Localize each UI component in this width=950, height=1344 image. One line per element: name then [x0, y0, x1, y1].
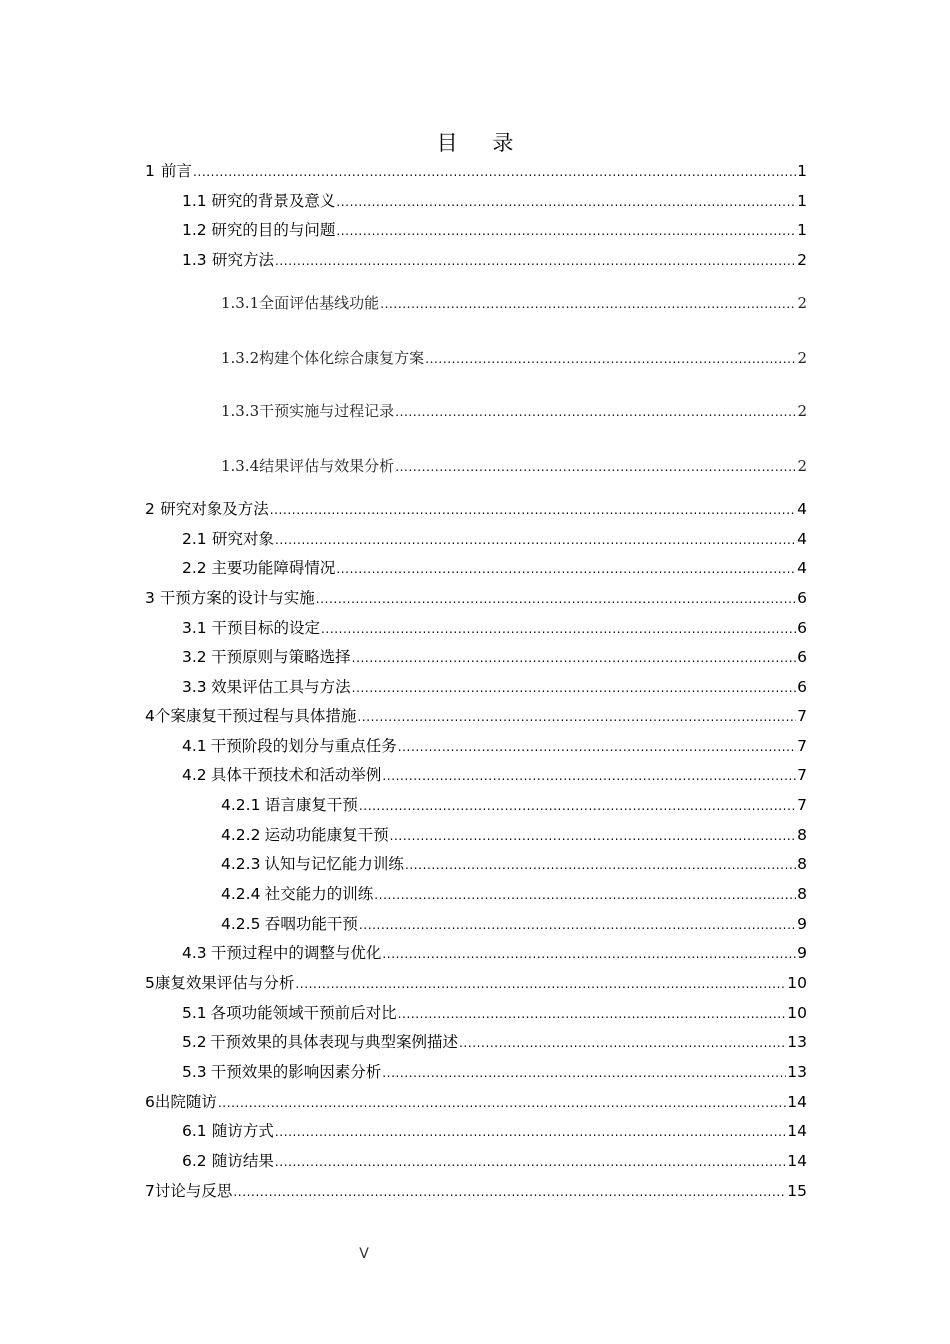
- toc-title: 目 录: [436, 131, 528, 155]
- toc-entry[interactable]: [182, 190, 807, 212]
- toc-entry-label: 构建个体化综合康复方案: [259, 349, 425, 367]
- toc-entry-label: 研究对象: [211, 530, 274, 548]
- toc-entry[interactable]: [182, 1120, 807, 1142]
- toc-entry-label: 干预效果的影响因素分析: [210, 1063, 382, 1081]
- toc-entry-number: 4.1: [182, 737, 207, 755]
- toc-entry-label: 干预原则与策略选择: [211, 648, 351, 666]
- toc-entry-page: 13: [787, 1033, 807, 1051]
- toc-entry-page: 2: [797, 457, 807, 475]
- toc-entry-page: 2: [797, 251, 807, 269]
- toc-leader-dots: [275, 1151, 786, 1173]
- toc-entry-page: 14: [787, 1093, 807, 1111]
- toc-entry-number: 6.1: [182, 1122, 207, 1140]
- toc-entry[interactable]: [145, 972, 807, 994]
- toc-entry[interactable]: [182, 1031, 807, 1053]
- toc-leader-dots: [336, 558, 796, 580]
- toc-entry[interactable]: [221, 913, 807, 935]
- toc-entry-number: 5.3: [182, 1063, 207, 1081]
- toc-entry-page: 1: [797, 162, 807, 180]
- toc-entry-label: 效果评估工具与方法: [211, 678, 351, 696]
- toc-leader-dots: [459, 1032, 786, 1054]
- toc-entry[interactable]: [145, 1180, 807, 1202]
- toc-entry-label: 吞咽功能干预: [264, 915, 358, 933]
- toc-entry[interactable]: [182, 764, 807, 786]
- toc-entry-page: 7: [797, 766, 807, 784]
- toc-entry-page: 6: [797, 678, 807, 696]
- toc-entry[interactable]: [221, 455, 807, 477]
- toc-entry-page: 15: [787, 1182, 807, 1200]
- toc-entry-page: 14: [787, 1122, 807, 1140]
- toc-entry-number: 4.3: [182, 944, 207, 962]
- toc-entry-number: 6.2: [182, 1152, 207, 1170]
- toc-entry-page: 13: [787, 1063, 807, 1081]
- toc-entry-label: 全面评估基线功能: [259, 294, 380, 312]
- toc-entry-page: 6: [797, 589, 807, 607]
- toc-entry-number: 7: [145, 1182, 155, 1200]
- toc-leader-dots: [336, 220, 796, 242]
- toc-entry[interactable]: [182, 249, 807, 271]
- toc-leader-dots: [295, 973, 786, 995]
- toc-entry[interactable]: [221, 400, 807, 422]
- toc-leader-dots: [336, 191, 796, 213]
- toc-leader-dots: [374, 884, 796, 906]
- toc-entry-number: 5: [145, 974, 155, 992]
- toc-entry-label: 康复效果评估与分析: [154, 974, 295, 992]
- toc-leader-dots: [270, 499, 796, 521]
- toc-entry-label: 干预方案的设计与实施: [159, 589, 315, 607]
- toc-entry-page: 8: [797, 885, 807, 903]
- toc-entry-number: 4.2.3: [221, 855, 261, 873]
- toc-entry-label: 研究方法: [211, 251, 274, 269]
- toc-leader-dots: [352, 677, 796, 699]
- toc-leader-dots: [425, 348, 796, 370]
- toc-entry-page: 7: [797, 737, 807, 755]
- toc-entry-label: 干预实施与过程记录: [259, 402, 395, 420]
- toc-entry-page: 1: [797, 192, 807, 210]
- toc-entry[interactable]: [221, 853, 807, 875]
- toc-leader-dots: [275, 250, 796, 272]
- toc-entry-number: 2.2: [182, 559, 207, 577]
- toc-entry-page: 4: [797, 530, 807, 548]
- toc-leader-dots: [357, 706, 796, 728]
- toc-entry[interactable]: [221, 824, 807, 846]
- toc-leader-dots: [382, 943, 796, 965]
- toc-entry-number: 1.1: [182, 192, 207, 210]
- toc-entry[interactable]: [221, 883, 807, 905]
- toc-leader-dots: [359, 914, 796, 936]
- toc-entry-label: 研究对象及方法: [160, 500, 269, 518]
- toc-leader-dots: [382, 765, 796, 787]
- toc-entry[interactable]: [182, 1150, 807, 1172]
- toc-entry-label: 讨论与反思: [154, 1182, 233, 1200]
- toc-entry-page: 1: [797, 221, 807, 239]
- toc-entry-number: 2.1: [182, 530, 207, 548]
- toc-entry-number: 1.3.1: [221, 294, 260, 312]
- page-number: V: [359, 1246, 369, 1262]
- toc-entry-label: 研究的目的与问题: [211, 221, 336, 239]
- toc-entry-page: 8: [797, 855, 807, 873]
- toc-entry-page: 4: [797, 559, 807, 577]
- toc-entry-number: 3.1: [182, 619, 207, 637]
- toc-entry-label: 干预效果的具体表现与典型案例描述: [209, 1033, 458, 1051]
- toc-leader-dots: [398, 1003, 787, 1025]
- toc-entry[interactable]: [145, 1091, 807, 1113]
- toc-leader-dots: [275, 529, 796, 551]
- toc-entry[interactable]: [182, 557, 807, 579]
- toc-entry-page: 8: [797, 826, 807, 844]
- toc-leader-dots: [382, 1062, 786, 1084]
- toc-entry-number: 3.2: [182, 648, 207, 666]
- toc-entry[interactable]: [145, 498, 807, 520]
- toc-entry-label: 随访结果: [211, 1152, 274, 1170]
- toc-entry-number: 6: [145, 1093, 155, 1111]
- toc-leader-dots: [405, 854, 796, 876]
- toc-entry-page: 4: [797, 500, 807, 518]
- toc-leader-dots: [218, 1092, 786, 1114]
- toc-entry[interactable]: [182, 646, 807, 668]
- toc-entry-number: 4.2.1: [221, 796, 261, 814]
- toc-entry-number: 4.2.2: [221, 826, 261, 844]
- toc-entry-page: 7: [797, 707, 807, 725]
- toc-leader-dots: [316, 588, 796, 610]
- toc-entry-number: 4.2.4: [221, 885, 261, 903]
- toc-entry-label: 认知与记忆能力训练: [264, 855, 404, 873]
- toc-entry-label: 个案康复干预过程与具体措施: [154, 707, 357, 725]
- toc-entry-number: 1: [145, 162, 155, 180]
- toc-entry-number: 1.3.2: [221, 349, 260, 367]
- toc-leader-dots: [395, 401, 796, 423]
- toc-entry-page: 2: [797, 294, 807, 312]
- toc-entry-label: 各项功能领域干预前后对比: [210, 1004, 397, 1022]
- toc-entry-label: 干预阶段的划分与重点任务: [210, 737, 397, 755]
- toc-leader-dots: [275, 1121, 786, 1143]
- toc-entry-label: 干预过程中的调整与优化: [210, 944, 382, 962]
- toc-entry-number: 4.2: [182, 766, 207, 784]
- toc-entry-page: 9: [797, 944, 807, 962]
- toc-entry-label: 具体干预技术和活动举例: [210, 766, 382, 784]
- toc-entry[interactable]: [182, 219, 807, 241]
- toc-entry-label: 出院随访: [154, 1093, 217, 1111]
- toc-entry-number: 1.3.4: [221, 457, 260, 475]
- toc-entry-number: 5.2: [182, 1033, 207, 1051]
- toc-leader-dots: [321, 618, 796, 640]
- toc-entry[interactable]: [182, 735, 807, 757]
- toc-entry-number: 3.3: [182, 678, 207, 696]
- toc-entry-page: 6: [797, 648, 807, 666]
- toc-entry[interactable]: [145, 705, 807, 727]
- toc-entry[interactable]: [221, 292, 807, 314]
- toc-entry-label: 干预目标的设定: [211, 619, 320, 637]
- toc-entry[interactable]: [145, 160, 807, 182]
- toc-entry[interactable]: [182, 942, 807, 964]
- toc-entry-label: 结果评估与效果分析: [259, 457, 395, 475]
- toc-entry-page: 10: [787, 1004, 807, 1022]
- toc-entry-number: 1.3: [182, 251, 207, 269]
- toc-entry-label: 随访方式: [211, 1122, 274, 1140]
- toc-entry[interactable]: [182, 1002, 807, 1024]
- toc-entry[interactable]: [221, 347, 807, 369]
- toc-entry-page: 9: [797, 915, 807, 933]
- toc-leader-dots: [395, 456, 796, 478]
- toc-entry[interactable]: [145, 587, 807, 609]
- toc-entry-number: 1.3.3: [221, 402, 260, 420]
- toc-entry-page: 6: [797, 619, 807, 637]
- toc-entry-page: 14: [787, 1152, 807, 1170]
- toc-entry-number: 4: [145, 707, 155, 725]
- toc-entry-page: 2: [797, 349, 807, 367]
- toc-entry-label: 运动功能康复干预: [264, 826, 389, 844]
- toc-entry-number: 3: [145, 589, 155, 607]
- toc-entry[interactable]: [221, 794, 807, 816]
- toc-entry-number: 2: [145, 500, 155, 518]
- toc-leader-dots: [390, 825, 797, 847]
- toc-entry-label: 语言康复干预: [264, 796, 358, 814]
- toc-entry[interactable]: [182, 676, 807, 698]
- toc-leader-dots: [193, 161, 796, 183]
- toc-entry-page: 10: [787, 974, 807, 992]
- toc-entry-page: 2: [797, 402, 807, 420]
- toc-entry-label: 社交能力的训练: [264, 885, 374, 903]
- toc-entry-number: 4.2.5: [221, 915, 261, 933]
- toc-entry[interactable]: [182, 528, 807, 550]
- toc-entry-number: 5.1: [182, 1004, 207, 1022]
- toc-entry-page: 7: [797, 796, 807, 814]
- toc-leader-dots: [233, 1181, 786, 1203]
- toc-entry[interactable]: [182, 1061, 807, 1083]
- toc-entry-number: 1.2: [182, 221, 207, 239]
- toc-leader-dots: [380, 293, 796, 315]
- toc-leader-dots: [352, 647, 796, 669]
- toc-leader-dots: [359, 795, 796, 817]
- toc-entry-label: 研究的背景及意义: [211, 192, 336, 210]
- toc-leader-dots: [398, 736, 796, 758]
- toc-entry-label: 前言: [160, 162, 192, 180]
- toc-entry-label: 主要功能障碍情况: [211, 559, 336, 577]
- toc-entry[interactable]: [182, 617, 807, 639]
